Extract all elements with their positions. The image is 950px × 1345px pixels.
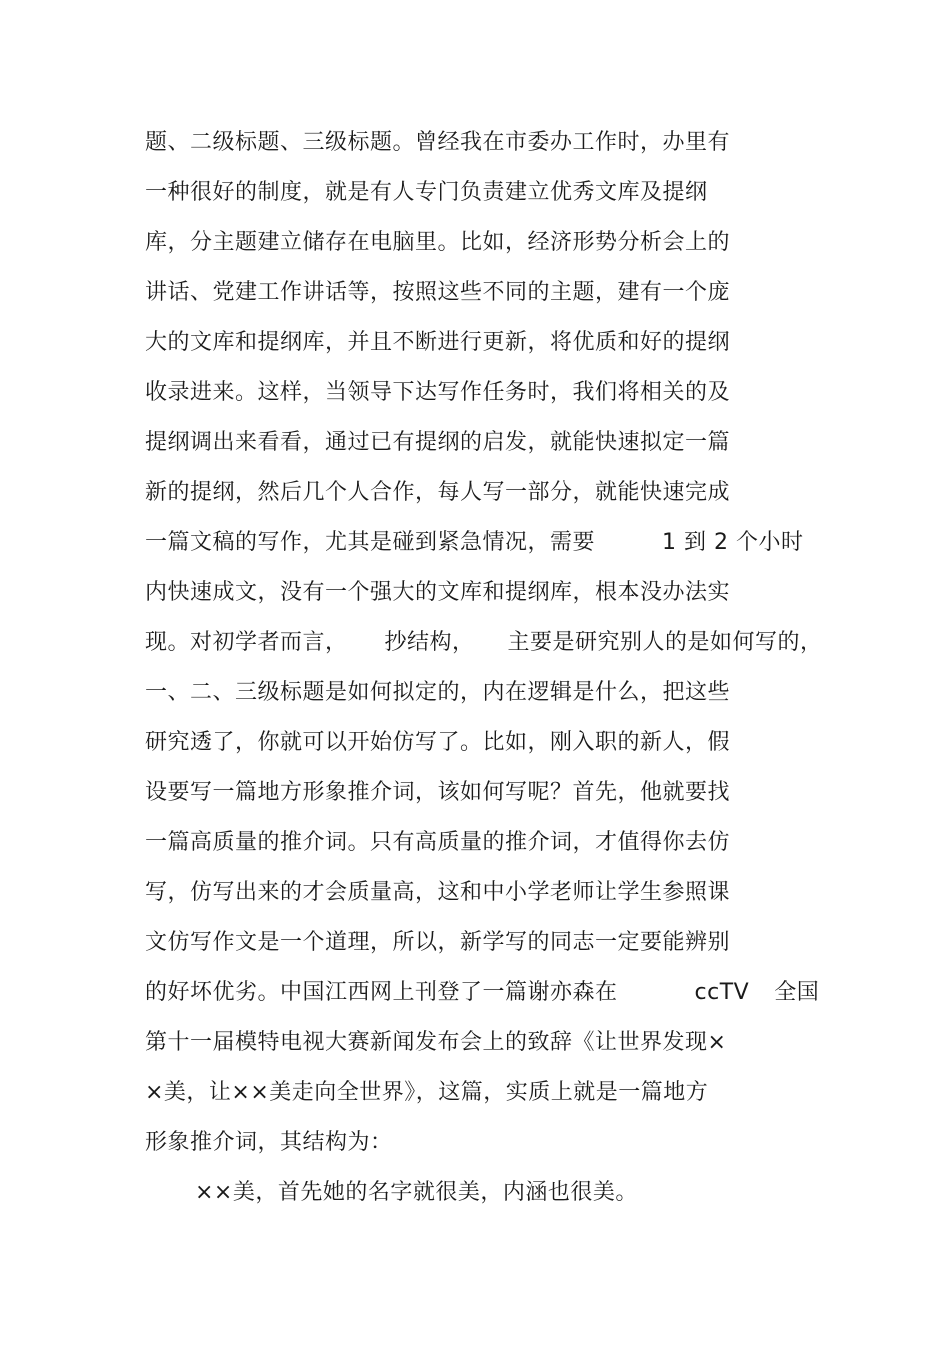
- text-run: 形象推介词，其结构为：: [145, 1130, 393, 1155]
- text-line: [145, 278, 730, 308]
- text-run: 1 到 2 个小时: [662, 530, 804, 555]
- text-run: ccTV: [694, 980, 750, 1005]
- text-line: [145, 678, 730, 708]
- text-run: ××美，首先她的名字就很美，内涵也很美。: [195, 1180, 638, 1205]
- text-line: [145, 828, 730, 858]
- text-line: [145, 728, 730, 758]
- text-line: [145, 378, 730, 408]
- text-line: [145, 178, 708, 208]
- text-run: 库，分主题建立储存在电脑里。比如，经济形势分析会上的: [145, 230, 731, 255]
- text-line: [145, 1078, 708, 1108]
- text-run: 写，仿写出来的才会质量高，这和中小学老师让学生参照课: [145, 880, 731, 905]
- text-line: [145, 878, 730, 908]
- text-line: [145, 1128, 393, 1158]
- text-line: [145, 328, 730, 358]
- text-line: [145, 528, 804, 558]
- text-run: 设要写一篇地方形象推介词，该如何写呢？首先，他就要找: [145, 780, 731, 805]
- text-run: 内快速成文，没有一个强大的文库和提纲库，根本没办法实: [145, 580, 731, 605]
- text-line: [145, 228, 730, 258]
- text-line: [145, 128, 730, 158]
- text-run: 大的文库和提纲库，并且不断进行更新，将优质和好的提纲: [145, 330, 731, 355]
- text-run: 全国: [774, 980, 820, 1005]
- text-run: ×美，让××美走向全世界》，这篇，实质上就是一篇地方: [145, 1080, 709, 1105]
- text-line: [145, 978, 819, 1008]
- text-line: [145, 478, 730, 508]
- text-run: 提纲调出来看看，通过已有提纲的启发，就能快速拟定一篇: [145, 430, 731, 455]
- text-run: 主要是研究别人的是如何写的，: [507, 630, 823, 655]
- text-run: 收录进来。这样，当领导下达写作任务时，我们将相关的及: [145, 380, 731, 405]
- text-run: 一种很好的制度，就是有人专门负责建立优秀文库及提纲: [145, 180, 708, 205]
- text-run: 题、二级标题、三级标题。曾经我在市委办工作时，办里有: [145, 130, 731, 155]
- text-run: 讲话、党建工作讲话等，按照这些不同的主题，建有一个庞: [145, 280, 731, 305]
- text-run: 一篇文稿的写作，尤其是碰到紧急情况，需要: [145, 530, 596, 555]
- text-line: [145, 778, 730, 808]
- text-line: [145, 928, 730, 958]
- text-line: [145, 578, 730, 608]
- text-run: 一、二、三级标题是如何拟定的，内在逻辑是什么，把这些: [145, 680, 731, 705]
- text-run: 一篇高质量的推介词。只有高质量的推介词，才值得你去仿: [145, 830, 731, 855]
- text-line: [145, 1028, 726, 1058]
- text-run: 新的提纲，然后几个人合作，每人写一部分，就能快速完成: [145, 480, 731, 505]
- text-run: 研究透了，你就可以开始仿写了。比如，刚入职的新人，假: [145, 730, 731, 755]
- text-line: [145, 628, 823, 658]
- text-line: [195, 1178, 638, 1208]
- text-run: 第十一届模特电视大赛新闻发布会上的致辞《让世界发现×: [145, 1030, 727, 1055]
- text-run: 现。对初学者而言，: [145, 630, 348, 655]
- text-run: 文仿写作文是一个道理，所以，新学写的同志一定要能辨别: [145, 930, 731, 955]
- text-run: 的好坏优劣。中国江西网上刊登了一篇谢亦森在: [145, 980, 618, 1005]
- text-line: [145, 428, 730, 458]
- text-run: 抄结构，: [384, 630, 475, 655]
